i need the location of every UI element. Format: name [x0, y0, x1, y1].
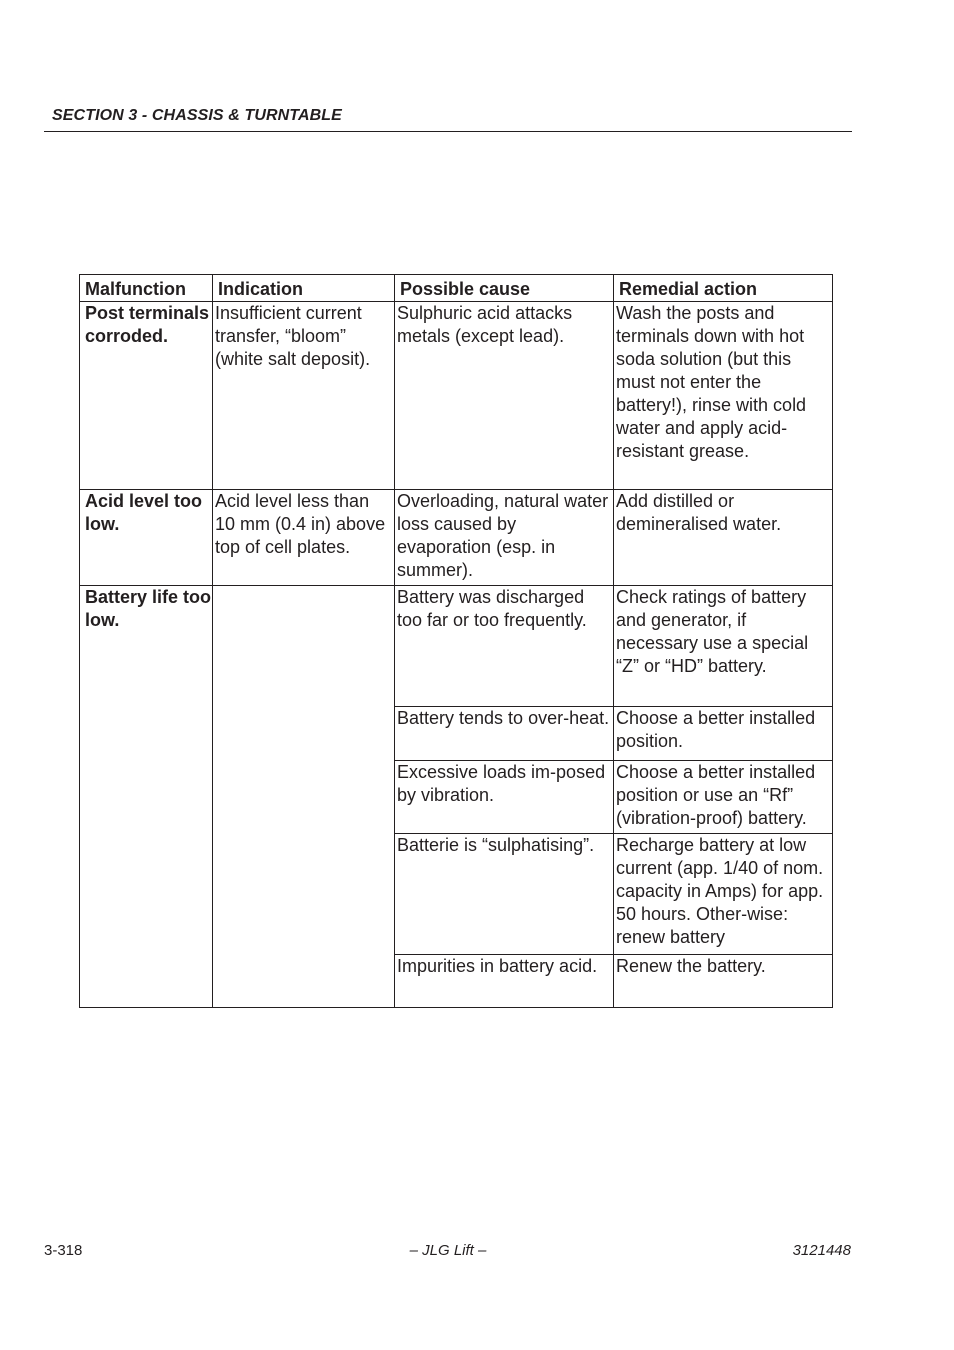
- cause-cell: Impurities in battery acid.: [395, 955, 614, 1008]
- section-title: SECTION 3 - CHASSIS & TURNTABLE: [52, 107, 342, 124]
- document-number: 3121448: [792, 1242, 851, 1259]
- action-cell: Choose a better installed position or use an “Rf” (vibration-proof) battery.: [614, 761, 833, 834]
- page-number: 3-318: [44, 1242, 83, 1259]
- table-row: [80, 586, 833, 707]
- cause-cell: Excessive loads im-posed by vibration.: [395, 761, 614, 834]
- troubleshooting-table-container: [79, 274, 832, 1008]
- cause-cell: Batterie is “sulphatising”.: [395, 834, 614, 955]
- cause-cell: Battery was discharged too far or too frequently.: [395, 586, 614, 707]
- indication-cell: Acid level less than 10 mm (0.4 in) above top of cell plates.: [213, 490, 395, 586]
- indication-cell: [213, 586, 395, 1008]
- action-cell: Check ratings of battery and generator, if necessary use a special “Z” or “HD” battery.: [614, 586, 833, 707]
- column-header-indication: Indication: [213, 275, 395, 302]
- malfunction-cell: Battery life too low.: [80, 586, 213, 1008]
- action-cell: Renew the battery.: [614, 955, 833, 1008]
- action-cell: Choose a better installed position.: [614, 707, 833, 761]
- column-header-malfunction: Malfunction: [80, 275, 213, 302]
- table-header-row: [80, 275, 833, 302]
- action-cell: Recharge battery at low current (app. 1/40 of nom. capacity in Amps) for app. 50 hours. Other-wise: renew battery: [614, 834, 833, 955]
- indication-cell: Insufficient current transfer, “bloom” (white salt deposit).: [213, 302, 395, 490]
- malfunction-cell: Acid level too low.: [80, 490, 213, 586]
- header-divider: [44, 131, 852, 132]
- column-header-remedial-action: Remedial action: [614, 275, 833, 302]
- malfunction-cell: Post terminals corroded.: [80, 302, 213, 490]
- action-cell: Wash the posts and terminals down with hot soda solution (but this must not enter the battery!), rinse with cold water and apply acid-resistant grease.: [614, 302, 833, 490]
- table-row: [80, 302, 833, 490]
- footer-publisher: – JLG Lift –: [409, 1242, 487, 1259]
- column-header-possible-cause: Possible cause: [395, 275, 614, 302]
- table-row: [80, 490, 833, 586]
- cause-cell: Sulphuric acid attacks metals (except lead).: [395, 302, 614, 490]
- cause-cell: Battery tends to over-heat.: [395, 707, 614, 761]
- troubleshooting-table: [79, 274, 833, 1008]
- cause-cell: Overloading, natural water loss caused by evaporation (esp. in summer).: [395, 490, 614, 586]
- action-cell: Add distilled or demineralised water.: [614, 490, 833, 586]
